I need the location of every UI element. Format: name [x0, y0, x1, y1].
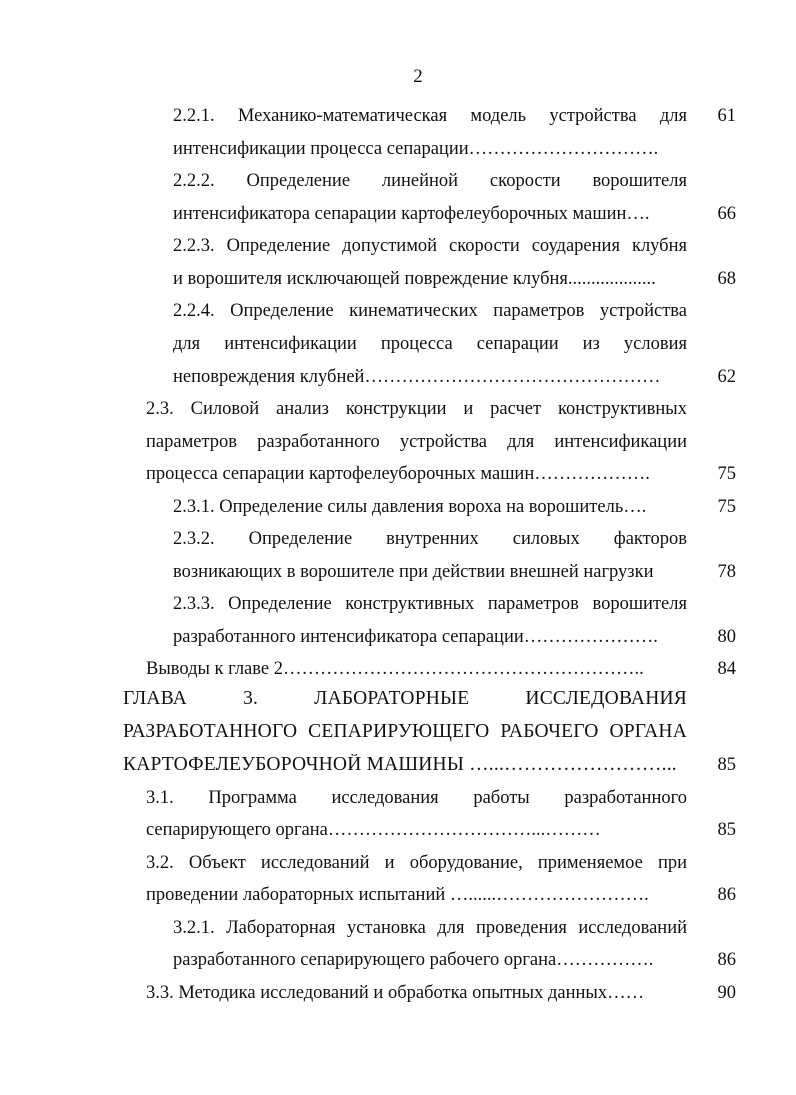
chapter-heading-line: ГЛАВА 3. ЛАБОРАТОРНЫЕ ИССЛЕДОВАНИЯ	[123, 688, 687, 709]
toc-line: сепарирующего органа……………………………...………	[146, 820, 601, 840]
toc-page-number: 90	[717, 983, 736, 1003]
toc-line: 2.2.3. Определение допустимой скорости соударения клубня	[173, 236, 687, 256]
chapter-heading-line: РАЗРАБОТАННОГО СЕПАРИРУЮЩЕГО РАБОЧЕГО ОРГАНА	[123, 721, 687, 742]
toc-page-number: 86	[717, 885, 736, 905]
toc-page-number: 86	[717, 950, 736, 970]
toc-page-number: 75	[717, 497, 736, 517]
toc-line: проведении лабораторных испытаний …......…………………….	[146, 885, 649, 905]
toc-line: и ворошителя исключающей повреждение клубня...................	[173, 269, 656, 289]
toc-line: возникающих в ворошителе при действии внешней нагрузки	[173, 562, 654, 582]
toc-line: разработанного сепарирующего рабочего органа…………….	[173, 950, 654, 970]
toc-line: Выводы к главе 2…………………………………………………..	[146, 659, 644, 679]
toc-page-number: 68	[717, 269, 736, 289]
toc-line: 2.2.2. Определение линейной скорости ворошителя	[173, 171, 687, 191]
toc-line: 3.2.1. Лабораторная установка для проведения исследований	[173, 918, 687, 938]
toc-line: разработанного интенсификатора сепарации………………….	[173, 627, 658, 647]
page-number: 2	[413, 66, 423, 87]
toc-page-number: 62	[717, 367, 736, 387]
toc-line: 2.3.3. Определение конструктивных параметров ворошителя	[173, 594, 687, 614]
toc-page-number: 78	[717, 562, 736, 582]
toc-line: для интенсификации процесса сепарации из условия	[173, 334, 687, 354]
toc-page-number: 84	[717, 659, 736, 679]
chapter-heading-line: КАРТОФЕЛЕУБОРОЧНОЙ МАШИНЫ …...……………………...	[123, 754, 677, 775]
toc-line: неповреждения клубней…………………………………………	[173, 367, 661, 387]
toc-line: 2.2.1. Механико-математическая модель устройства для	[173, 106, 687, 126]
toc-line: 3.3. Методика исследований и обработка опытных данных……	[146, 983, 645, 1003]
toc-line: 3.1. Программа исследования работы разработанного	[146, 788, 687, 808]
toc-line: процесса сепарации картофелеуборочных машин……………….	[146, 464, 650, 484]
toc-line: 2.3.2. Определение внутренних силовых факторов	[173, 529, 687, 549]
toc-line: интенсификатора сепарации картофелеуборочных машин….	[173, 204, 650, 224]
toc-page-number: 66	[717, 204, 736, 224]
toc-line: 2.3. Силовой анализ конструкции и расчет конструктивных	[146, 399, 687, 419]
toc-line: параметров разработанного устройства для интенсификации	[146, 432, 687, 452]
toc-page-number: 61	[717, 106, 736, 126]
toc-line: 2.3.1. Определение силы давления вороха на ворошитель….	[173, 497, 647, 517]
toc-page-number: 85	[717, 820, 736, 840]
toc-page-number: 85	[717, 755, 736, 775]
toc-line: интенсификации процесса сепарации………………………….	[173, 139, 659, 159]
toc-page-number: 80	[717, 627, 736, 647]
toc-line: 3.2. Объект исследований и оборудование, применяемое при	[146, 853, 687, 873]
toc-line: 2.2.4. Определение кинематических параметров устройства	[173, 301, 687, 321]
toc-page-number: 75	[717, 464, 736, 484]
